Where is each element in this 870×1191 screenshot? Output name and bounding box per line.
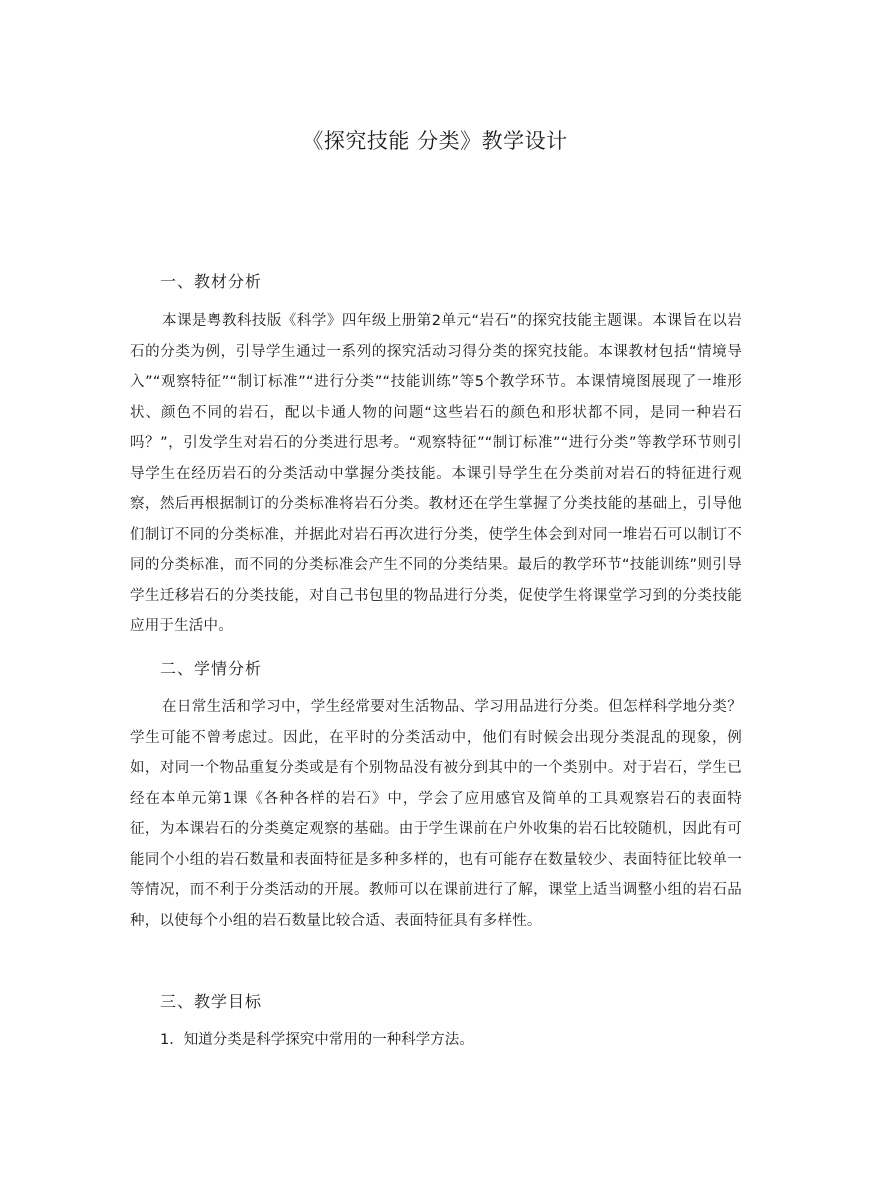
objective-list-item: 1．知道分类是科学探究中常用的一种科学方法。 <box>160 1032 474 1048</box>
document-title: 《探究技能 分类》教学设计 <box>302 129 568 153</box>
section-heading-student-analysis: 二、学情分析 <box>160 659 263 678</box>
section-heading-teaching-objectives: 三、教学目标 <box>160 992 263 1011</box>
section-heading-textbook-analysis: 一、教材分析 <box>160 272 263 291</box>
section-paragraph-student-analysis: 在日常生活和学习中，学生经常要对生活物品、学习用品进行分类。但怎样科学地分类？学生可能不曾考虑过。因此，在平时的分类活动中，他们有时候会出现分类混乱的现象，例如，对同一个物品重复分类或是有个别物品没有被分到其中的一个类别中。对于岩石，学生已经在本单元第1课《各种各样的岩石》中，学会了应用感官及简单的工具观察岩石的表面特征，为本课岩石的分类奠定观察的基础。由于学生课前在户外收集的岩石比较随机，因此有可能同个小组的岩石数量和表面特征是多种多样的，也有可能存在数量较少、表面特征比较单一等情况，而不利于分类活动的开展。教师可以在课前进行了解，课堂上适当调整小组的岩石品种，以使每个小组的岩石数量比较合适、表面特征具有多样性。 <box>130 699 742 929</box>
section-paragraph-textbook-analysis: 本课是粤教科技版《科学》四年级上册第2单元“岩石”的探究技能主题课。本课旨在以岩石的分类为例，引导学生通过一系列的探究活动习得分类的探究技能。本课教材包括“情境导入”“观察特征”“制订标准”“进行分类”“技能训练”等5个教学环节。本课情境图展现了一堆形状、颜色不同的岩石，配以卡通人物的问题“这些岩石的颜色和形状都不同，是同一种岩石吗？”，引发学生对岩石的分类进行思考。“观察特征”“制订标准”“进行分类”等教学环节则引导学生在经历岩石的分类活动中掌握分类技能。本课引导学生在分类前对岩石的特征进行观察，然后再根据制订的分类标准将岩石分类。教材还在学生掌握了分类技能的基础上，引导他们制订不同的分类标准，并据此对岩石再次进行分类，使学生体会到对同一堆岩石可以制订不同的分类标准，而不同的分类标准会产生不同的分类结果。最后的教学环节“技能训练”则引导学生迁移岩石的分类技能，对自己书包里的物品进行分类，促使学生将课堂学习到的分类技能应用于生活中。 <box>130 313 742 634</box>
